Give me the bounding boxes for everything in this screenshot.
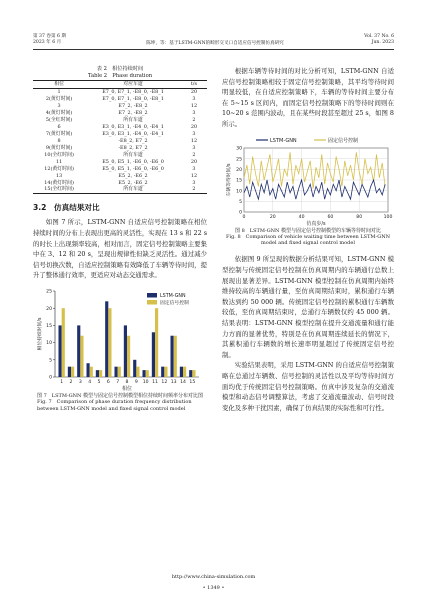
table-cell-duration: 20 xyxy=(190,89,198,96)
table-cell-duration: 20 xyxy=(190,158,198,165)
fig7-bar xyxy=(71,367,74,377)
fig7-bar xyxy=(146,370,149,377)
table-row xyxy=(33,110,207,117)
fig7-legend-label: LSTM-GNN xyxy=(160,294,186,299)
table-cell-phase: 14(黄灯时间) xyxy=(44,179,74,186)
table-cell-phase: 12(黄灯时间) xyxy=(44,165,74,172)
fig7-y-label: 相位持续时间/s xyxy=(38,317,43,351)
table-cell-phase: 15(全红时间) xyxy=(44,186,74,193)
fig8-y-tick-label: 0 xyxy=(239,210,242,216)
table-cell-phase: 2(黄灯时间) xyxy=(45,96,73,103)
table-cell-lanes: E7_0, E7_1, -E8_0, -E8_1 xyxy=(102,89,164,96)
table-cell-duration: 3 xyxy=(192,110,196,116)
table-cell-duration: 20 xyxy=(190,123,198,130)
right-paragraph-1: 根据车辆等待时间的对比分析可知，LSTM-GNN 自适应信号控制策略相较于固定信号控制策略，其平均等待时间明显较低，在自适应控制策略下，车辆的等待时间主要分布在 5~15 s 区间内，而固定信号控制策略下的等待时间则在 10~20 s 范围内波动，且在某些时段甚至超过 25 s，如图 8 所示。 xyxy=(222,67,394,128)
table-cell-phase: 11 xyxy=(55,158,63,165)
fig7-bar xyxy=(152,332,155,377)
table-cell-duration: 3 xyxy=(192,144,196,151)
fig8-line-chart xyxy=(222,132,394,228)
fig7-bar xyxy=(189,370,192,377)
header-volume xyxy=(33,34,66,46)
fig8-x-tick-label: 40 xyxy=(298,214,305,220)
fig7-y-tick-label: 15 xyxy=(46,324,52,329)
fig8-series-line xyxy=(244,180,385,199)
fig7-x-tick-label: 5 xyxy=(97,380,101,385)
fig7-bar xyxy=(58,325,61,377)
table2-title-en: Table 2 Phase duration xyxy=(87,72,153,79)
table-row xyxy=(33,145,207,152)
table-col-phase: 相位 xyxy=(54,81,64,88)
table-col-lanes: 对应车道 xyxy=(123,81,143,88)
table-cell-lanes: E5_0, E5_1, -E6_0, -E6_0 xyxy=(102,158,164,165)
table-cell-duration: 2 xyxy=(192,116,196,123)
fig7-x-tick-label: 2 xyxy=(69,380,73,385)
fig8-legend-label: 固定信号控制 xyxy=(328,137,359,144)
table-body xyxy=(33,89,207,194)
table-cell-lanes: -E8_2, E7_2 xyxy=(118,137,148,144)
table-col-duration: t/s xyxy=(190,81,197,88)
header-date-line: 2023 年 6 月 xyxy=(33,40,62,45)
header-volume-en xyxy=(364,34,394,46)
footer-page-number: • 1349 • xyxy=(202,585,225,591)
fig7-bar xyxy=(133,360,136,377)
fig7-bar xyxy=(124,325,127,377)
fig8-y-tick-label: 5 xyxy=(239,199,242,205)
left-paragraph-1: 如图 7 所示，LSTM-GNN 自适应信号控制策略在相位持续时间的分布上表现出更高的灵活性，实现在 13 s 和 22 s 的时长上出现频率较高，相对而言，固定信号控制策略主要集中在 3、12 和 20 s，呈现出规律性但缺乏灵活性。通过减少信号切换次数，自适应控制策略有效降低了车辆等待时间，提升了整体通行效率，更适应对动态交通需求。 xyxy=(33,218,207,280)
fig7-bar xyxy=(183,367,186,377)
table-cell-duration: 3 xyxy=(192,179,196,186)
fig8-caption-en: Fig. 8 Comparison of vehicle waiting time between LSTM-GNN model and fixed signal control model xyxy=(226,233,390,247)
phase-duration-table xyxy=(33,80,207,194)
table-cell-duration: 12 xyxy=(190,172,198,179)
table-cell-lanes: E3_0, E3_1, -E4_0, -E4_1 xyxy=(102,123,164,130)
table-row xyxy=(33,173,207,180)
table-cell-phase: 8 xyxy=(57,137,61,144)
fig7-bar xyxy=(155,308,158,377)
fig7-bar xyxy=(164,367,167,377)
table-row xyxy=(33,159,207,166)
fig7-caption-cn: 图 7 LSTM-GNN 模型与固定信号控制模型相位持续时间频率分布对比图 xyxy=(37,393,203,399)
table-row xyxy=(33,124,207,131)
fig7-bar xyxy=(127,336,130,377)
fig7-bar xyxy=(108,308,111,377)
footer-url: http://www.china-simulation.com xyxy=(171,574,256,580)
fig8-y-tick-label: 25 xyxy=(236,156,242,162)
header-vol-en-line: Vol. 37 No. 6 xyxy=(364,34,394,39)
fig7-x-tick-label: 7 xyxy=(116,380,120,385)
table-cell-phase: 6 xyxy=(57,123,61,130)
fig7-x-tick-label: 9 xyxy=(134,380,138,385)
fig7-legend-swatch xyxy=(147,300,157,305)
fig8-legend-label: LSTM-GNN xyxy=(270,137,297,144)
fig7-bar xyxy=(142,370,145,377)
table-cell-lanes: E3_0, E3_1, -E4_0, -E4_1 xyxy=(102,130,164,137)
fig7-y-tick-label: 10 xyxy=(46,341,52,347)
fig7-x-tick-label: 14 xyxy=(180,380,186,385)
section-heading: 3.2 仿真结果对比 xyxy=(33,203,100,213)
fig8-y-tick-label: 20 xyxy=(236,167,242,173)
fig7-y-tick-label: 25 xyxy=(46,289,52,295)
table-cell-phase: 4(黄灯时间) xyxy=(45,110,73,116)
header-volume-line: 第 37 卷第 6 期 xyxy=(33,34,66,39)
table-cell-lanes: 所有车道 xyxy=(123,116,143,123)
table-cell-duration: 3 xyxy=(192,96,196,103)
fig8-x-label: 仿真步/s xyxy=(306,220,326,227)
fig7-x-tick-label: 6 xyxy=(106,380,110,385)
fig7-bar xyxy=(86,363,89,377)
table-cell-lanes: -E8_2, E7_2 xyxy=(118,144,148,151)
left-column xyxy=(33,66,207,412)
fig8-y-label: 车辆等待时间/s xyxy=(227,163,232,197)
table-header-row xyxy=(33,81,207,89)
table-row xyxy=(33,166,207,173)
table-cell-duration: 2 xyxy=(192,151,196,158)
fig7-bar xyxy=(77,325,80,377)
table-cell-phase: 1 xyxy=(57,89,61,96)
fig7-x-tick-label: 1 xyxy=(60,380,64,385)
fig7-bar xyxy=(174,336,177,377)
fig8-y-tick-label: 30 xyxy=(236,146,242,152)
table-cell-duration: 3 xyxy=(192,130,196,137)
table-cell-phase: 10(全红时间) xyxy=(44,151,74,158)
table-cell-lanes: E7_2, -E8_2 xyxy=(118,103,148,110)
fig7-bar xyxy=(105,301,108,377)
header-title: 陈坤，等：基于LSTM-GNN的畸形交叉口自适应信号控制仿真研究 xyxy=(146,41,284,46)
right-paragraph-2: 依据图 9 所呈现的数据分析结果可知，LSTM-GNN 模型控制与传统固定信号控制在仿真周期内的车辆通行总数上展现出显著差异。LSTM-GNN 模型控制在仿真周期内始终维持较高的车辆通行量，至仿真周期结束时，累积通行车辆数达到约 50 000 辆。传统固定信号控制的累积通行车辆数较低，至仿真周期结束时，总通行车辆数仅约 45 000 辆。结果表明：LSTM-GNN 模型控制在提升交通流量和通行能力方面的显著优势，特别是在仿真周期连续延长的情况下，其累积通行车辆数的增长速率明显超过了传统固定信号控制。 xyxy=(222,255,394,359)
table-cell-duration: 2 xyxy=(192,186,196,193)
fig7-x-tick-label: 12 xyxy=(161,380,168,385)
fig7-x-tick-label: 11 xyxy=(152,380,158,385)
fig7-bar xyxy=(68,367,71,377)
fig7-x-tick-label: 8 xyxy=(125,380,129,385)
fig7-bar xyxy=(96,370,99,377)
fig8-caption-cn: 图 8 LSTM-GNN 模型与固定信号控制模型的车辆等待时间对比 xyxy=(235,227,381,234)
table-cell-lanes: 所有车道 xyxy=(123,186,143,193)
fig7-x-label: 相位 xyxy=(121,386,133,392)
fig7-y-tick-label: 0 xyxy=(49,375,52,381)
table-cell-lanes: E7_0, E7_1, -E8_0, -E8_1 xyxy=(102,96,164,103)
fig7-bar xyxy=(170,336,173,377)
table-cell-duration: 12 xyxy=(190,103,198,110)
fig7-y-tick-label: 20 xyxy=(46,306,52,312)
fig7-bar xyxy=(80,336,83,377)
fig7-bar xyxy=(192,370,195,377)
table-cell-lanes: E7_2, -E8_2 xyxy=(118,110,148,116)
fig7-bar xyxy=(99,370,102,377)
table-cell-duration: 3 xyxy=(192,165,196,172)
table-cell-lanes: E5_2, -E6_2 xyxy=(118,172,148,179)
table2-title-cn: 表 2 相位持续时间 xyxy=(96,66,144,72)
table-row xyxy=(33,186,207,193)
header-date-en-line: Jun. 2023 xyxy=(371,40,394,45)
table-cell-phase: 5(全红时间) xyxy=(45,116,73,123)
fig7-legend-label: 固定信号控制 xyxy=(160,301,189,306)
fig7-bar xyxy=(90,367,93,377)
right-paragraph-3: 实验结果表明，采用 LSTM-GNN 的自适应信号控制策略在总通过车辆数、信号控制的灵活性以及平均等待时间方面均优于传统固定信号控制策略。仿真中涉及复杂的交通流模型和动态信号调整算法，考虑了交通流量波动、信号时段变化及多种干扰因素，确保了仿真结果的实际性和可行性。 xyxy=(222,361,394,412)
table-row xyxy=(33,138,207,145)
table-cell-phase: 3 xyxy=(57,103,61,110)
right-column xyxy=(222,66,394,413)
table-cell-phase: 7(黄灯时间) xyxy=(45,130,73,137)
table-cell-phase: 9(黄灯时间) xyxy=(45,144,73,151)
table-cell-lanes: E5_2, -E6_2 xyxy=(118,179,148,186)
table-cell-phase: 13 xyxy=(55,172,63,179)
fig7-bar-chart xyxy=(33,285,207,393)
fig7-legend-swatch xyxy=(147,293,157,298)
fig7-bar xyxy=(118,367,121,377)
fig8-y-tick-label: 10 xyxy=(236,188,242,194)
fig7-x-tick-label: 13 xyxy=(170,380,177,385)
fig7-bar xyxy=(136,367,139,377)
fig8-x-tick-label: 20 xyxy=(269,214,276,220)
fig8-x-tick-label: 80 xyxy=(356,214,363,220)
header-rule xyxy=(33,49,394,50)
table-row xyxy=(33,152,207,159)
fig7-caption-en: Fig. 7 Comparison of phase duration frequency distribution between LSTM-GNN model and fixed signal control model xyxy=(37,399,192,412)
fig7-y-tick-label: 5 xyxy=(49,358,52,364)
fig7-bar xyxy=(161,367,164,377)
table-cell-duration: 12 xyxy=(190,137,198,144)
fig7-x-tick-label: 15 xyxy=(189,380,196,385)
fig7-x-tick-label: 4 xyxy=(88,380,92,385)
table-row xyxy=(33,89,207,96)
fig7-x-tick-label: 10 xyxy=(142,380,149,385)
table-cell-lanes: E5_0, E5_1, -E6_0, -E6_0 xyxy=(102,165,164,172)
table-row xyxy=(33,131,207,138)
fig8-series-line xyxy=(244,152,385,188)
table-row xyxy=(33,96,207,103)
table-row xyxy=(33,103,207,110)
fig7-bar xyxy=(62,308,65,377)
fig7-x-tick-label: 3 xyxy=(78,380,82,385)
fig8-x-tick-label: 60 xyxy=(327,214,334,220)
fig7-bar xyxy=(180,367,183,377)
fig7-bar xyxy=(114,367,117,377)
fig8-y-tick-label: 15 xyxy=(236,178,242,184)
fig8-x-tick-label: 100 xyxy=(383,214,393,220)
table-cell-lanes: 所有车道 xyxy=(123,151,143,158)
table-row xyxy=(33,117,207,124)
fig8-x-tick-label: 0 xyxy=(242,214,246,220)
